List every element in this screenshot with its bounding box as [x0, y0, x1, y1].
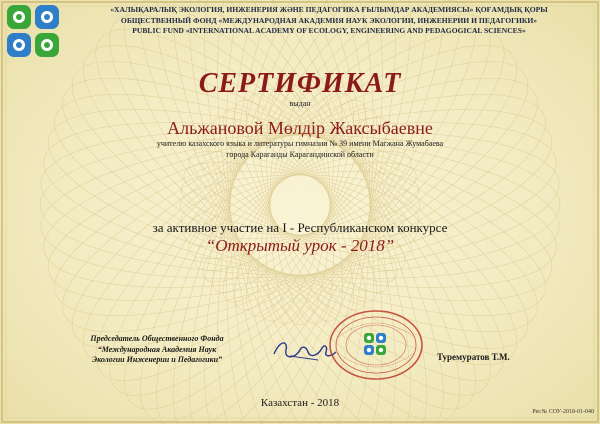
header-line-ru: ОБЩЕСТВЕННЫЙ ФОНД «МЕЖДУНАРОДНАЯ АКАДЕМИЯ НАУК ЭКОЛОГИИ, ИНЖЕНЕРИИ И ПЕДАГОГИКИ»	[120, 15, 538, 25]
official-stamp	[326, 307, 426, 383]
chairman-title	[62, 334, 252, 366]
chairman-line-2: “Международная Академия Наук	[97, 344, 217, 354]
contest-name: “Открытый урок - 2018”	[205, 236, 395, 255]
recipient-position: учителю казахского языка и литературы гимназии № 39 имени Магжана Жумабаева	[156, 139, 444, 148]
issued-label: выдан	[289, 99, 311, 108]
chairman-line-1: Председатель Общественного Фонда	[90, 334, 224, 343]
recipient-description	[0, 138, 600, 160]
header-line-kz: «ХАЛЫҚАРАЛЫҚ ЭКОЛОГИЯ, ИНЖЕНЕРИЯ ЖӘНЕ ПЕДАГОГИКА ҒЫЛЫМДАР АКАДЕМИЯСЫ» ҚОҒАМДЫҚ ҚОРЫ	[110, 5, 548, 14]
recipient-location: города Караганды Карагандинской области	[226, 150, 374, 159]
registration-number: Рег.№ СОУ-2018-01-040	[532, 409, 594, 415]
academy-logo	[6, 4, 60, 58]
header-line-en: PUBLIC FUND «INTERNATIONAL ACADEMY OF ECOLOGY, ENGINEERING AND PEDAGOGICAL SCIENCES»	[132, 26, 526, 35]
recipient-name: Альжановой Мөлдір Жаксыбаевне	[167, 118, 433, 138]
organization-header	[62, 5, 596, 37]
place-year: Казахстан - 2018	[260, 397, 340, 409]
certificate-title: СЕРТИФИКАТ	[198, 68, 402, 99]
signer-name: Туремуратов Т.М.	[437, 352, 510, 362]
chairman-line-3: Экологии Инженерии и Педагогики”	[91, 355, 223, 364]
award-reason: за активное участие на I - Республиканском конкурсе	[152, 220, 448, 235]
